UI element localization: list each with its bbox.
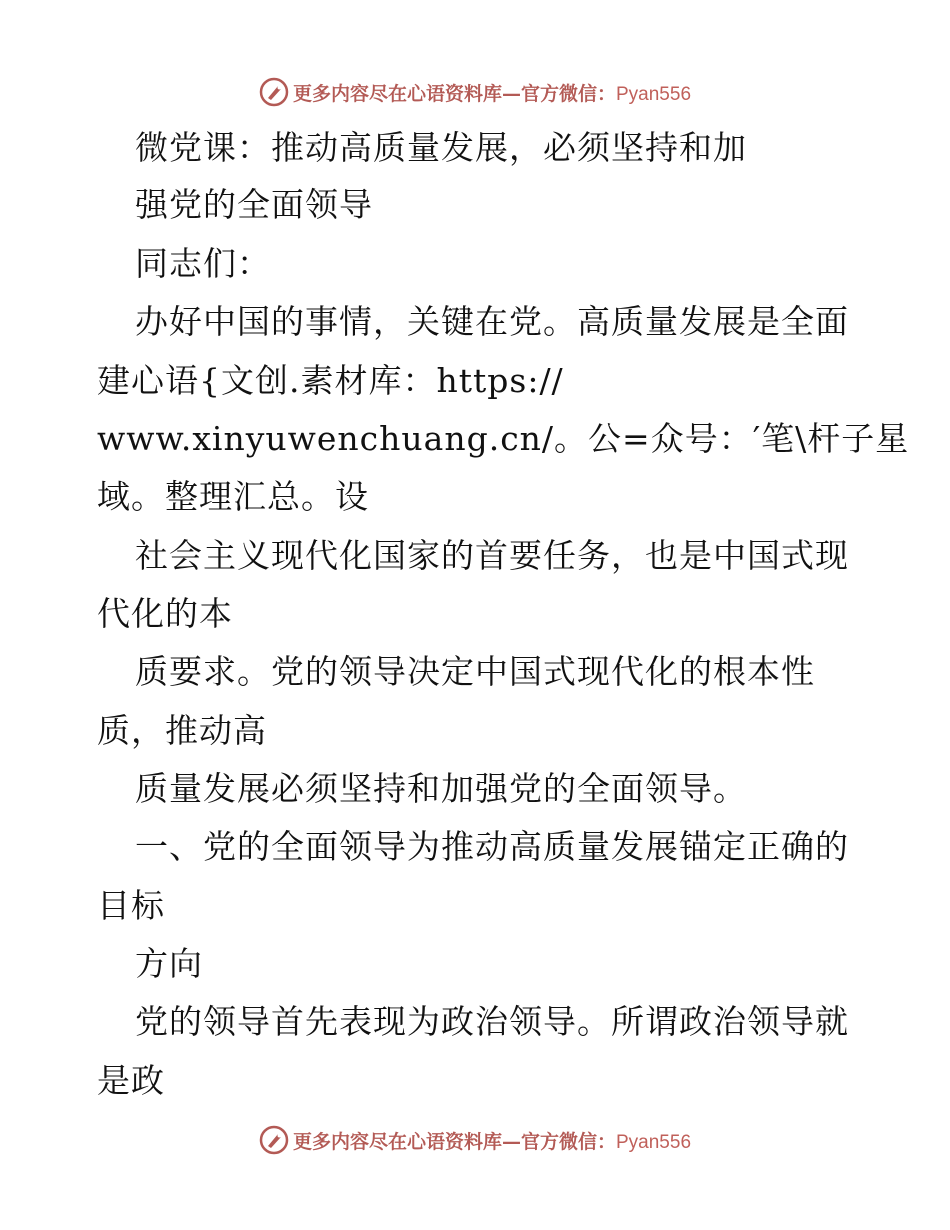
paragraph-line: 是政 (97, 1061, 165, 1100)
watermark-text: 更多内容尽在心语资料库—官方微信：Pyan556 (292, 1130, 692, 1153)
pen-badge-icon (259, 1125, 289, 1155)
paragraph-line: 域。整理汇总。设 (97, 477, 369, 516)
paragraph-line: 党的领导首先表现为政治领导。所谓政治领导就 (135, 1002, 849, 1041)
paragraph-line: 质，推动高 (97, 711, 267, 750)
watermark-text: 更多内容尽在心语资料库—官方微信：Pyan556 (292, 82, 692, 105)
section-heading-line: 目标 (97, 886, 165, 925)
section-heading-line: 一、党的全面领导为推动高质量发展锚定正确的 (135, 827, 849, 866)
paragraph-line: 社会主义现代化国家的首要任务，也是中国式现 (135, 536, 849, 575)
pen-badge-icon (259, 77, 289, 107)
title-line-1: 微党课：推动高质量发展，必须坚持和加 (135, 128, 747, 167)
paragraph-line: 建心语{文创.素材库：https:// (97, 361, 564, 400)
paragraph-line: 质量发展必须坚持和加强党的全面领导。 (135, 769, 747, 808)
section-heading-line: 方向 (135, 944, 203, 983)
paragraph-line: 代化的本 (97, 594, 233, 633)
watermark-wechat-id: Pyan556 (616, 1131, 692, 1153)
header-watermark (0, 72, 950, 112)
paragraph-line: www.xinyuwenchuang.cn/。公=众号：′笔\杆子星 (97, 419, 910, 458)
salutation: 同志们： (135, 244, 271, 283)
title-line-2: 强党的全面领导 (135, 185, 373, 224)
footer-watermark (0, 1120, 950, 1160)
paragraph-line: 质要求。党的领导决定中国式现代化的根本性 (135, 652, 815, 691)
paragraph-line: 办好中国的事情，关键在党。高质量发展是全面 (135, 302, 849, 341)
watermark-wechat-id: Pyan556 (616, 83, 692, 105)
